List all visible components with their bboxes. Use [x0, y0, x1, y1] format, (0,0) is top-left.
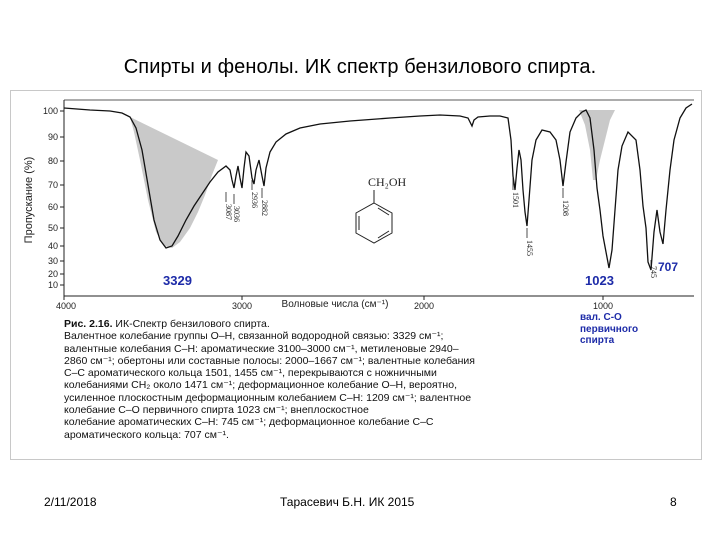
y-tick-label: 100	[42, 106, 58, 116]
x-tick-label: 2000	[413, 301, 435, 311]
peak-label: 1208	[561, 200, 570, 216]
peak-label: 2882	[260, 200, 269, 216]
caption-line: валентные колебания C–H: ароматические 3100–3000 см⁻¹, метиленовые 2940–	[64, 342, 459, 355]
side-note-line: вал. С-О	[580, 312, 622, 323]
peak-label: 1455	[525, 240, 534, 256]
y-tick-label: 90	[47, 132, 58, 142]
peak-label-highlight: 3329	[163, 273, 192, 288]
y-tick-label: 40	[47, 241, 58, 251]
peak-label: 3087	[224, 204, 233, 220]
slide-title: Спирты и фенолы. ИК спектр бензилового спирта.	[123, 56, 597, 78]
peak-label: 1501	[511, 192, 520, 208]
caption-line: ароматического кольца: 707 см⁻¹.	[64, 428, 229, 441]
caption-line: колебание ароматических C–H: 745 см⁻¹; деформационное колебание C–C	[64, 416, 434, 429]
caption-line: колебание C–O первичного спирта 1023 см⁻¹; внеплоскостное	[64, 404, 369, 417]
figure-caption	[64, 318, 584, 441]
peak-label: 745	[649, 266, 658, 278]
peak-label-highlight: 707	[658, 260, 679, 274]
x-tick-label: 1000	[592, 301, 614, 311]
oh-band-shading	[130, 117, 218, 248]
caption-line: колебаниями CH₂ около 1471 см⁻¹; деформационное колебание O–H, вероятно,	[64, 379, 457, 392]
y-tick-label: 70	[47, 180, 58, 190]
y-tick-label: 80	[47, 156, 58, 166]
caption-figure-title: ИК-Спектр бензилового спирта.	[112, 318, 270, 330]
x-axis-label: Волновые числа (см⁻¹)	[281, 299, 389, 310]
y-tick-label: 50	[47, 223, 58, 233]
benzyl-alcohol-structure	[356, 175, 407, 243]
footer-page-number: 8	[670, 495, 677, 509]
molecule-label: CH₂OH	[368, 175, 407, 189]
co-band-shading	[579, 110, 615, 180]
peak-label: 2936	[250, 192, 259, 208]
y-axis-label: Пропускание (%)	[23, 156, 35, 244]
footer-author: Тарасевич Б.Н. ИК 2015	[280, 495, 415, 509]
y-tick-label: 30	[47, 256, 58, 266]
co-stretch-note	[580, 312, 680, 347]
peak-label: 3036	[232, 206, 241, 222]
y-tick-label: 10	[47, 280, 58, 290]
caption-line: C–C ароматического кольца 1501, 1455 см⁻¹, перекрываются с ножничными	[64, 367, 437, 380]
footer-date: 2/11/2018	[44, 495, 97, 509]
y-tick-label: 60	[47, 202, 58, 212]
caption-line: Валентное колебание группы O–H, связанной водородной связью: 3329 см⁻¹;	[64, 330, 444, 343]
x-tick-label: 4000	[55, 301, 77, 311]
caption-figure-number: Рис. 2.16.	[64, 318, 113, 330]
side-note-line: первичного	[580, 323, 639, 335]
peak-label-highlight: 1023	[585, 273, 614, 288]
x-tick-label: 3000	[231, 301, 253, 311]
caption-line: 2860 см⁻¹; обертоны или составные полосы: 2000–1667 см⁻¹; валентные колебания	[64, 354, 475, 367]
caption-line: усиленное плоскостным деформационным колебанием C–H: 1209 см⁻¹; валентное	[64, 391, 472, 404]
y-tick-label: 20	[47, 269, 58, 279]
side-note-line: спирта	[580, 335, 615, 346]
